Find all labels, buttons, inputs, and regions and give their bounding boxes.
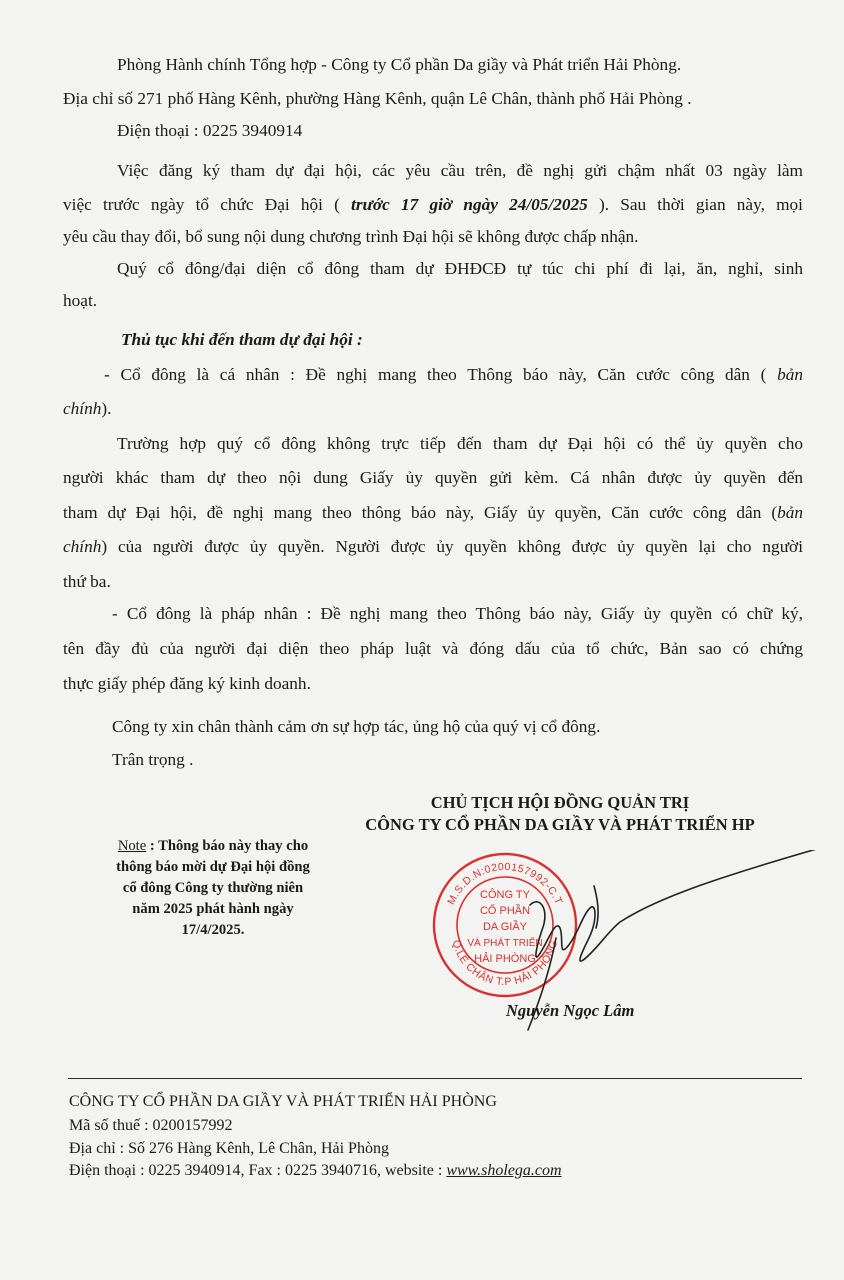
- stamp-ring-top: M.S.D.N:0200157992-C.T: [445, 860, 565, 907]
- proxy-line-2: người khác tham dự theo nội dung Giấy ủy quyền gửi kèm. Cá nhân được ủy quyền đến: [63, 468, 803, 487]
- stamp-center-4: VÀ PHÁT TRIỂN: [467, 938, 543, 949]
- footer-company: CÔNG TY CỔ PHẦN DA GIẦY VÀ PHÁT TRIỂN HẢI PHÒNG: [69, 1093, 497, 1110]
- contact-line-1: Phòng Hành chính Tổng hợp - Công ty Cổ phần Da giầy và Phát triển Hải Phòng.: [117, 55, 682, 74]
- proxy-line-1: Trường hợp quý cổ đông không trực tiếp đến tham dự Đại hội có thể ủy quyền cho: [117, 434, 803, 453]
- cost-line-1: Quý cổ đông/đại diện cổ đông tham dự ĐHĐCĐ tự túc chi phí đi lại, ăn, nghỉ, sinh: [117, 259, 803, 278]
- proxy-line-4: chính) của người được ủy quyền. Người được ủy quyền không được ủy quyền lại cho người: [63, 537, 803, 556]
- stamp-center-3: DA GIẦY: [482, 921, 528, 933]
- stamp-center-5: HẢI PHÒNG: [474, 953, 536, 965]
- stamp-ring-bottom: Q.LÊ CHÂN T.P HẢI PHÒNG: [449, 938, 561, 989]
- deadline-line-2: việc trước ngày tổ chức Đại hội ( trước 17 giờ ngày 24/05/2025 ). Sau thời gian này, mọi: [63, 195, 803, 214]
- deadline-date: trước 17 giờ ngày 24/05/2025: [351, 195, 588, 214]
- procedure-heading: Thủ tục khi đến tham dự đại hội :: [121, 330, 363, 349]
- legal-line-1: - Cổ đông là pháp nhân : Đề nghị mang theo Thông báo này, Giấy ủy quyền có chữ ký,: [112, 604, 803, 623]
- signature-title-2: CÔNG TY CỔ PHẦN DA GIẦY VÀ PHÁT TRIỂN HP: [365, 815, 755, 834]
- deadline-line-3: yêu cầu thay đổi, bổ sung nội dung chương trình Đại hội sẽ không được chấp nhận.: [63, 227, 639, 246]
- individual-line-2: chính).: [63, 399, 112, 418]
- stamp-center-2: CỔ PHẦN: [479, 905, 531, 917]
- proxy-line-5: thứ ba.: [63, 572, 111, 591]
- proxy-line-3: tham dự Đại hội, đề nghị mang theo thông báo này, Giấy ủy quyền, Căn cước công dân (bản: [63, 503, 803, 522]
- footer-contact: Điện thoại : 0225 3940914, Fax : 0225 3940716, website : www.sholega.com: [69, 1162, 562, 1179]
- signature-title-1: CHỦ TỊCH HỘI ĐỒNG QUẢN TRỊ: [430, 793, 690, 812]
- contact-phone: Điện thoại : 0225 3940914: [117, 121, 303, 140]
- footer-divider: [68, 1078, 802, 1079]
- individual-line-1: - Cổ đông là cá nhân : Đề nghị mang theo Thông báo này, Căn cước công dân ( bản: [104, 365, 803, 384]
- footer-address: Địa chỉ : Số 276 Hàng Kênh, Lê Chân, Hải Phòng: [69, 1140, 389, 1157]
- footer-tax: Mã số thuế : 0200157992: [69, 1117, 233, 1134]
- note-label: Note: [117, 838, 147, 854]
- website-link[interactable]: www.sholega.com: [446, 1162, 562, 1179]
- regards-line: Trân trọng .: [112, 750, 194, 769]
- legal-line-2: tên đầy đủ của người đại diện theo pháp luật và đóng dấu của tổ chức, Bản sao có chứng: [63, 639, 803, 658]
- deadline-line-1: Việc đăng ký tham dự đại hội, các yêu cầu trên, đề nghị gửi chậm nhất 03 ngày làm: [117, 161, 803, 180]
- contact-line-2: Địa chỉ số 271 phố Hàng Kênh, phường Hàng Kênh, quận Lê Chân, thành phố Hải Phòng .: [63, 89, 692, 108]
- cost-line-2: hoạt.: [63, 291, 98, 310]
- note-block: Note : Thông báo này thay cho thông báo mời dự Đại hội đồng cổ đông Công ty thường niên năm 2025 phát hành ngày 17/4/2025.: [116, 838, 310, 938]
- legal-line-3: thực giấy phép đăng ký kinh doanh.: [63, 674, 311, 693]
- stamp-center-1: CÔNG TY: [480, 889, 530, 901]
- signer-name: Nguyễn Ngọc Lâm: [506, 1001, 635, 1020]
- thanks-line: Công ty xin chân thành cảm ơn sự hợp tác, ủng hộ của quý vị cổ đông.: [112, 717, 601, 736]
